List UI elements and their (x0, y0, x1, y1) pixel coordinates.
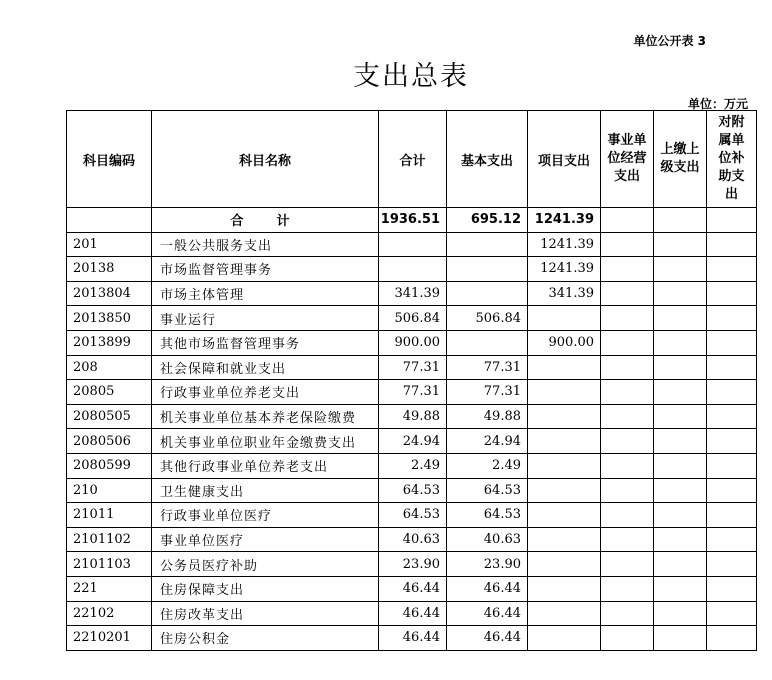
cell-subsidy (707, 355, 757, 380)
cell-subsidy (707, 626, 757, 651)
cell-remit (654, 257, 707, 282)
cell-name: 一般公共服务支出 (152, 232, 379, 257)
cell-code: 2013850 (67, 306, 152, 331)
col-header-code: 科目编码 (67, 111, 152, 208)
table-row (67, 232, 757, 257)
cell-subsidy (707, 453, 757, 478)
cell-operating (601, 626, 654, 651)
cell-remit (654, 330, 707, 355)
cell-subsidy (707, 306, 757, 331)
cell-name: 其他市场监督管理事务 (152, 330, 379, 355)
cell-subsidy (707, 601, 757, 626)
cell-total: 900.00 (379, 330, 447, 355)
page-title: 支出总表 (353, 61, 469, 92)
cell-remit (654, 626, 707, 651)
cell-name: 卫生健康支出 (152, 478, 379, 503)
cell-operating (601, 552, 654, 577)
cell-total (379, 232, 447, 257)
cell-name: 其他行政事业单位养老支出 (152, 453, 379, 478)
table-row (67, 601, 757, 626)
cell-total: 49.88 (379, 404, 447, 429)
col-header-total: 合计 (379, 111, 447, 208)
cell-name: 市场主体管理 (152, 281, 379, 306)
cell-total: 341.39 (379, 281, 447, 306)
table-row (67, 527, 757, 552)
cell-code: 2210201 (67, 626, 152, 651)
cell-subsidy (707, 404, 757, 429)
cell-total: 23.90 (379, 552, 447, 577)
cell-operating (601, 380, 654, 405)
cell-subsidy (707, 552, 757, 577)
table-row (67, 306, 757, 331)
cell-remit (654, 355, 707, 380)
cell-total: 40.63 (379, 527, 447, 552)
table-row (67, 380, 757, 405)
cell-name: 市场监督管理事务 (152, 257, 379, 282)
cell-project (528, 503, 601, 528)
cell-name: 住房公积金 (152, 626, 379, 651)
table-row (67, 576, 757, 601)
table-row (67, 626, 757, 651)
cell-subsidy (707, 478, 757, 503)
cell-code: 2013804 (67, 281, 152, 306)
cell-project (528, 404, 601, 429)
cell-subsidy (707, 257, 757, 282)
cell-operating (601, 330, 654, 355)
cell-name: 行政事业单位医疗 (152, 503, 379, 528)
cell-project: 1241.39 (528, 232, 601, 257)
table-row (67, 404, 757, 429)
col-header-name: 科目名称 (152, 111, 379, 208)
cell-project (528, 429, 601, 454)
cell-code: 20138 (67, 257, 152, 282)
cell-operating (601, 232, 654, 257)
cell-total: 64.53 (379, 503, 447, 528)
table-row (67, 429, 757, 454)
cell-basic: 77.31 (447, 355, 528, 380)
cell-code: 2101103 (67, 552, 152, 577)
cell-project (528, 576, 601, 601)
cell-code: 221 (67, 576, 152, 601)
cell-remit (654, 527, 707, 552)
cell-total: 24.94 (379, 429, 447, 454)
total-total: 1936.51 (379, 208, 447, 233)
total-basic: 695.12 (447, 208, 528, 233)
cell-name: 行政事业单位养老支出 (152, 380, 379, 405)
cell-code: 208 (67, 355, 152, 380)
cell-total (379, 257, 447, 282)
total-code-cell (67, 208, 152, 233)
cell-code: 210 (67, 478, 152, 503)
cell-total: 64.53 (379, 478, 447, 503)
cell-basic: 40.63 (447, 527, 528, 552)
cell-name: 机关事业单位职业年金缴费支出 (152, 429, 379, 454)
cell-remit (654, 552, 707, 577)
total-project: 1241.39 (528, 208, 601, 233)
cell-code: 201 (67, 232, 152, 257)
cell-project: 341.39 (528, 281, 601, 306)
table-header-row (67, 111, 757, 208)
table-row (67, 330, 757, 355)
cell-project (528, 380, 601, 405)
table-row (67, 478, 757, 503)
cell-name: 机关事业单位基本养老保险缴费 (152, 404, 379, 429)
col-header-project: 项目支出 (528, 111, 601, 208)
cell-operating (601, 429, 654, 454)
total-row (67, 208, 757, 233)
cell-subsidy (707, 503, 757, 528)
cell-remit (654, 404, 707, 429)
cell-basic (447, 281, 528, 306)
cell-project (528, 453, 601, 478)
total-subsidy (707, 208, 757, 233)
cell-subsidy (707, 281, 757, 306)
form-number: 单位公开表 3 (633, 34, 706, 48)
cell-total: 46.44 (379, 626, 447, 651)
cell-project (528, 306, 601, 331)
cell-basic (447, 232, 528, 257)
cell-basic: 506.84 (447, 306, 528, 331)
cell-subsidy (707, 429, 757, 454)
cell-remit (654, 232, 707, 257)
cell-operating (601, 404, 654, 429)
cell-remit (654, 429, 707, 454)
cell-basic: 23.90 (447, 552, 528, 577)
cell-project (528, 626, 601, 651)
cell-code: 22102 (67, 601, 152, 626)
cell-basic: 77.31 (447, 380, 528, 405)
cell-project: 1241.39 (528, 257, 601, 282)
cell-operating (601, 257, 654, 282)
cell-name: 公务员医疗补助 (152, 552, 379, 577)
cell-basic (447, 257, 528, 282)
cell-name: 事业运行 (152, 306, 379, 331)
cell-remit (654, 601, 707, 626)
cell-subsidy (707, 380, 757, 405)
cell-total: 46.44 (379, 576, 447, 601)
cell-remit (654, 306, 707, 331)
cell-remit (654, 478, 707, 503)
cell-operating (601, 503, 654, 528)
table-row (67, 281, 757, 306)
cell-total: 506.84 (379, 306, 447, 331)
cell-code: 2101102 (67, 527, 152, 552)
cell-project (528, 601, 601, 626)
cell-name: 住房保障支出 (152, 576, 379, 601)
col-header-remit: 上缴上级支出 (654, 111, 707, 208)
cell-operating (601, 306, 654, 331)
cell-total: 46.44 (379, 601, 447, 626)
cell-basic: 64.53 (447, 478, 528, 503)
cell-subsidy (707, 330, 757, 355)
cell-basic: 2.49 (447, 453, 528, 478)
cell-basic: 64.53 (447, 503, 528, 528)
cell-basic: 49.88 (447, 404, 528, 429)
cell-total: 2.49 (379, 453, 447, 478)
cell-project (528, 355, 601, 380)
cell-operating (601, 453, 654, 478)
cell-name: 社会保障和就业支出 (152, 355, 379, 380)
total-remit (654, 208, 707, 233)
cell-basic: 46.44 (447, 601, 528, 626)
cell-project (528, 478, 601, 503)
cell-subsidy (707, 527, 757, 552)
cell-name: 住房改革支出 (152, 601, 379, 626)
cell-project (528, 527, 601, 552)
cell-basic: 46.44 (447, 576, 528, 601)
table-row (67, 552, 757, 577)
cell-name: 事业单位医疗 (152, 527, 379, 552)
cell-remit (654, 576, 707, 601)
cell-remit (654, 281, 707, 306)
cell-code: 2013899 (67, 330, 152, 355)
cell-operating (601, 576, 654, 601)
cell-total: 77.31 (379, 355, 447, 380)
unit-label: 单位：万元 (687, 97, 748, 111)
cell-operating (601, 601, 654, 626)
cell-code: 2080506 (67, 429, 152, 454)
cell-code: 2080505 (67, 404, 152, 429)
cell-subsidy (707, 232, 757, 257)
cell-operating (601, 281, 654, 306)
cell-code: 20805 (67, 380, 152, 405)
col-header-subsidy: 对附属单位补助支出 (707, 111, 757, 208)
cell-operating (601, 478, 654, 503)
expenditure-table (66, 110, 757, 651)
table-row (67, 503, 757, 528)
table-row (67, 257, 757, 282)
cell-remit (654, 453, 707, 478)
col-header-operating: 事业单位经营支出 (601, 111, 654, 208)
cell-subsidy (707, 576, 757, 601)
table-row (67, 355, 757, 380)
cell-code: 2080599 (67, 453, 152, 478)
cell-basic: 46.44 (447, 626, 528, 651)
cell-operating (601, 527, 654, 552)
col-header-basic: 基本支出 (447, 111, 528, 208)
cell-operating (601, 355, 654, 380)
cell-remit (654, 503, 707, 528)
table-row (67, 453, 757, 478)
total-operating (601, 208, 654, 233)
cell-basic (447, 330, 528, 355)
cell-project (528, 552, 601, 577)
cell-project: 900.00 (528, 330, 601, 355)
cell-basic: 24.94 (447, 429, 528, 454)
cell-total: 77.31 (379, 380, 447, 405)
cell-remit (654, 380, 707, 405)
cell-code: 21011 (67, 503, 152, 528)
total-label: 合 计 (152, 208, 379, 233)
